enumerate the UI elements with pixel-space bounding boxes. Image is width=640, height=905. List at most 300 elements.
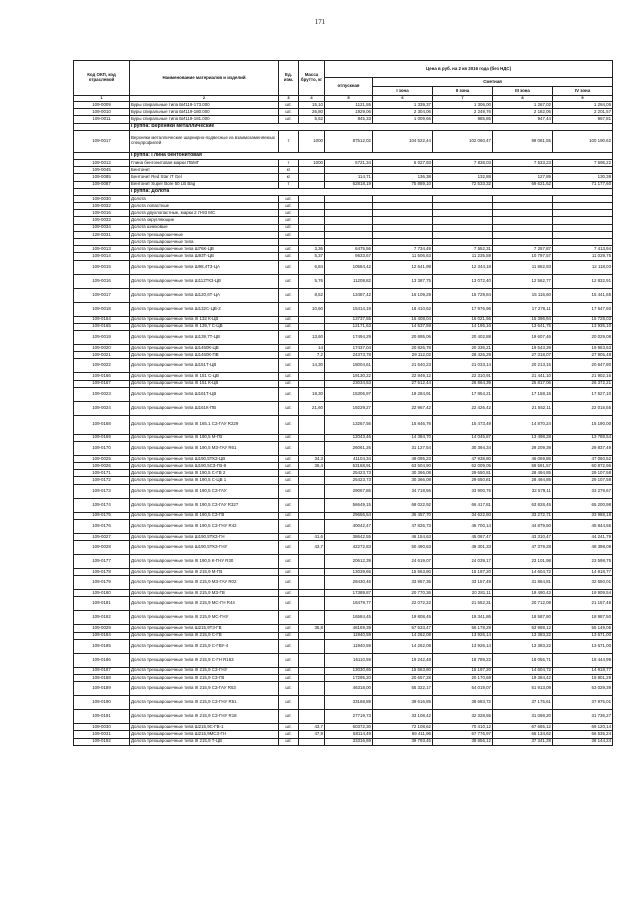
- header-name: Наименование материалов и изделий: [130, 61, 279, 96]
- cell-price: 56649,15: [325, 498, 373, 512]
- cell-unit: шт.: [279, 231, 299, 238]
- cell-name: Долота трехшарошечные типа III 190,5 М-ГВ: [130, 434, 279, 441]
- col-num-2: 2: [130, 96, 279, 102]
- cell-price: 12043,46: [325, 434, 373, 441]
- cell-mass: [299, 667, 325, 674]
- cell-name: Долота трехшарошечные типа Ш1460К-ЦВ: [130, 344, 279, 351]
- cell-zone-4: 22 015,55: [553, 401, 613, 415]
- cell-zone-4: 15 441,65: [553, 288, 613, 302]
- cell-mass: [299, 710, 325, 724]
- cell-name: Долота трехшарошечные типа III 215,9 С-ГВУ-4: [130, 639, 279, 653]
- cell-zone-1: 15 563,80: [373, 667, 433, 674]
- cell-zone-1: 1 339,37: [373, 102, 433, 109]
- cell-mass: [299, 576, 325, 590]
- table-row: [74, 653, 613, 667]
- cell-zone-3: 947,44: [493, 116, 553, 123]
- cell-price: 16584,45: [325, 611, 373, 625]
- table-row: [74, 731, 613, 738]
- cell-name: Долота трехшарошечные типа Ш112ТК3-ЦВ: [130, 274, 279, 288]
- cell-zone-4: 48 398,09: [553, 541, 613, 555]
- cell-zone-4: 47 060,52: [553, 455, 613, 462]
- table-row: [74, 373, 613, 380]
- cell-code: [74, 239, 130, 246]
- cell-code: 109-0016: [74, 210, 130, 217]
- table-row: [74, 463, 613, 470]
- cell-zone-1: 68 022,92: [373, 498, 433, 512]
- cell-code: 109-0014: [74, 253, 130, 260]
- cell-unit: шт.: [279, 738, 299, 745]
- cell-code: 109-0165: [74, 323, 130, 330]
- cell-zone-4: 1 284,05: [553, 102, 613, 109]
- cell-price: 62818,19: [325, 181, 373, 188]
- cell-zone-2: 29 650,81: [433, 477, 493, 484]
- cell-zone-2: 1 306,00: [433, 102, 493, 109]
- cell-zone-2: [433, 203, 493, 210]
- cell-zone-1: 21 540,23: [373, 359, 433, 373]
- cell-zone-4: [553, 217, 613, 224]
- group-title: Группа: Верхняки металлические: [130, 123, 613, 130]
- cell-mass: 36,4: [299, 463, 325, 470]
- cell-zone-4: 29 107,58: [553, 477, 613, 484]
- table-row: [74, 231, 613, 238]
- table-row: [74, 352, 613, 359]
- header-price-title: Цена в руб. на 2 кв 2016 года (без НДС): [325, 61, 613, 78]
- cell-zone-1: 22 072,22: [373, 597, 433, 611]
- cell-zone-3: 31 068,20: [493, 710, 553, 724]
- cell-name: Долота трехшарошечные типа Ш76К-ЦВ: [130, 246, 279, 253]
- cell-zone-1: 2 304,06: [373, 109, 433, 116]
- cell-code: 109-0022: [74, 359, 130, 373]
- table-row: [74, 632, 613, 639]
- cell-zone-3: 14 870,24: [493, 415, 553, 434]
- cell-zone-3: 19 490,43: [493, 590, 553, 597]
- cell-zone-3: [493, 224, 553, 231]
- cell-mass: [299, 639, 325, 653]
- cell-mass: [299, 738, 325, 745]
- cell-unit: шт.: [279, 253, 299, 260]
- cell-zone-1: [373, 167, 433, 174]
- cell-zone-1: [373, 195, 433, 202]
- cell-price: 12171,63: [325, 323, 373, 330]
- col-num-7: 7: [433, 96, 493, 102]
- cell-code: 109-0168: [74, 415, 130, 434]
- cell-code: 109-0169: [74, 434, 130, 441]
- cell-unit: шт.: [279, 330, 299, 344]
- table-row: [74, 415, 613, 434]
- cell-name: Буры спиральные типа БИ119-180.000: [130, 109, 279, 116]
- cell-zone-1: 20 770,36: [373, 590, 433, 597]
- cell-zone-4: 29 837,49: [553, 441, 613, 455]
- cell-zone-2: 72 533,32: [433, 181, 493, 188]
- cell-name: Долота трехшарошечные типа III 215,9 С-ГН R163: [130, 653, 279, 667]
- cell-zone-1: 69 411,96: [373, 731, 433, 738]
- cell-zone-1: 11 506,63: [373, 253, 433, 260]
- cell-zone-4: 27 905,48: [553, 352, 613, 359]
- cell-name: Долота трехшарошечные типа III 215,9 Т-ЦВ: [130, 738, 279, 745]
- cell-zone-1: 33 108,42: [373, 710, 433, 724]
- cell-unit: т: [279, 159, 299, 166]
- table-row: [74, 210, 613, 217]
- cell-code: 109-0171: [74, 470, 130, 477]
- cell-name: Долота трехшарошечные типа Ш190,5СЗ-ГВ-9: [130, 463, 279, 470]
- cell-zone-1: 24 619,07: [373, 555, 433, 569]
- table-row: [74, 316, 613, 323]
- cell-zone-1: 14 384,70: [373, 434, 433, 441]
- table-body: [74, 102, 613, 746]
- cell-zone-4: 37 975,01: [553, 696, 613, 710]
- cell-price: [325, 203, 373, 210]
- cell-zone-2: 30 394,34: [433, 441, 493, 455]
- cell-zone-3: 20 213,15: [493, 359, 553, 373]
- cell-name: Долота трехшарошечные типа III 190,5 К-ГНУ R30: [130, 555, 279, 569]
- cell-mass: [299, 434, 325, 441]
- group-row: [74, 123, 613, 130]
- cell-zone-3: 51 913,09: [493, 682, 553, 696]
- cell-zone-2: 24 039,17: [433, 555, 493, 569]
- cell-zone-1: 20 895,06: [373, 330, 433, 344]
- cell-code: 109-0021: [74, 352, 130, 359]
- cell-zone-4: 17 527,10: [553, 387, 613, 401]
- cell-mass: 34,3: [299, 455, 325, 462]
- cell-code: 109-0023: [74, 387, 130, 401]
- table-row: [74, 498, 613, 512]
- cell-zone-4: 29 107,58: [553, 470, 613, 477]
- cell-price: 19130,22: [325, 373, 373, 380]
- cell-zone-3: 7 257,87: [493, 246, 553, 253]
- table-row: [74, 667, 613, 674]
- table-row: [74, 555, 613, 569]
- cell-mass: [299, 611, 325, 625]
- cell-name: Долота трехшарошечные типа III 190,5 СЗ-ГАУ R327: [130, 498, 279, 512]
- cell-mass: 10,60: [299, 302, 325, 316]
- cell-zone-2: [433, 195, 493, 202]
- cell-zone-3: [493, 239, 553, 246]
- cell-code: 109-0087: [74, 181, 130, 188]
- cell-name: Долота трехшарошечные типа III 151 С-ЦВ: [130, 373, 279, 380]
- cell-name: Долота трехшарошечные типа III 215,9 М-ГВ: [130, 569, 279, 576]
- cell-name: Долота трехшарошечные типа III 215,9 СЗ-ГАУ R53: [130, 682, 279, 696]
- cell-unit: шт.: [279, 102, 299, 109]
- cell-zone-4: 21 157,46: [553, 597, 613, 611]
- cell-zone-2: 70 410,12: [433, 724, 493, 731]
- cell-unit: шт.: [279, 696, 299, 710]
- cell-code: 109-0029: [74, 625, 130, 632]
- cell-name: Долота трехшарошечные типа: [130, 239, 279, 246]
- cell-name: Долота трехшарошечные типа III 190,5 СЗ-ГАУ: [130, 484, 279, 498]
- cell-mass: 21,60: [299, 401, 325, 415]
- cell-unit: шт.: [279, 302, 299, 316]
- cell-zone-3: 19 607,46: [493, 330, 553, 344]
- cell-zone-2: 7 838,03: [433, 159, 493, 166]
- cell-price: 24373,78: [325, 352, 373, 359]
- cell-code: 109-0189: [74, 682, 130, 696]
- cell-price: 58114,49: [325, 731, 373, 738]
- cell-zone-4: 13 671,00: [553, 632, 613, 639]
- cell-mass: [299, 441, 325, 455]
- table-row: [74, 597, 613, 611]
- table-row: [74, 455, 613, 462]
- cell-mass: [299, 167, 325, 174]
- cell-name: Долота трехшарошечные типа III 190,5 СЗ-ГНУ R42: [130, 519, 279, 533]
- cell-zone-1: 6 027,93: [373, 159, 433, 166]
- cell-zone-3: 33 272,71: [493, 512, 553, 519]
- cell-mass: 18,30: [299, 387, 325, 401]
- cell-name: Долота двухлопастные, марки 2 Л-93 МС: [130, 210, 279, 217]
- cell-zone-2: 14 045,87: [433, 434, 493, 441]
- cell-name: Долота трехшарошечные типа III 215,9 МЗ-ГВ: [130, 590, 279, 597]
- cell-code: 109-0020: [74, 344, 130, 351]
- header-zone-1: I зона: [373, 87, 433, 96]
- header-otpusk: отпускная: [325, 78, 373, 96]
- cell-zone-4: 15 190,00: [553, 415, 613, 434]
- cell-zone-2: 14 195,16: [433, 323, 493, 330]
- cell-unit: шт.: [279, 260, 299, 274]
- cell-zone-2: 56 178,28: [433, 625, 493, 632]
- col-num-4: 4: [299, 96, 325, 102]
- cell-code: [74, 188, 130, 195]
- cell-name: Долота трехшарошечные типа Ш190,5ТКЗ-ЦВ: [130, 455, 279, 462]
- cell-code: 109-0018: [74, 302, 130, 316]
- cell-zone-4: 23 598,75: [553, 555, 613, 569]
- table-row: [74, 639, 613, 653]
- cell-price: 28430,46: [325, 576, 373, 590]
- cell-name: Бентонит Super Bore 50 LB Bag: [130, 181, 279, 188]
- cell-zone-3: 67 665,12: [493, 724, 553, 731]
- cell-code: 109-0032: [74, 203, 130, 210]
- cell-code: 109-0009: [74, 102, 130, 109]
- cell-zone-3: 17 276,11: [493, 302, 553, 316]
- cell-name: Долота трехшарошечные типа III 215,9 МС-ГНУ: [130, 611, 279, 625]
- cell-zone-4: 55 149,05: [553, 625, 613, 632]
- cell-zone-3: [493, 231, 553, 238]
- cell-zone-2: 20 402,88: [433, 330, 493, 344]
- cell-zone-4: 7 695,22: [553, 159, 613, 166]
- cell-zone-4: 7 413,94: [553, 246, 613, 253]
- cell-unit: шт.: [279, 625, 299, 632]
- cell-unit: шт.: [279, 731, 299, 738]
- cell-zone-2: 28 426,29: [433, 352, 493, 359]
- cell-code: 109-0182: [74, 611, 130, 625]
- cell-zone-3: 12 562,77: [493, 274, 553, 288]
- cell-mass: 3,36: [299, 246, 325, 253]
- table-row: [74, 625, 613, 632]
- table-row: [74, 576, 613, 590]
- cell-zone-1: 19 242,48: [373, 653, 433, 667]
- cell-zone-2: 20 336,21: [433, 344, 493, 351]
- cell-zone-1: 47 826,73: [373, 519, 433, 533]
- cell-zone-1: 12 641,98: [373, 260, 433, 274]
- cell-code: 109-0026: [74, 463, 130, 470]
- price-table: [73, 60, 613, 746]
- cell-unit: шт.: [279, 569, 299, 576]
- cell-zone-3: 20 712,08: [493, 597, 553, 611]
- cell-zone-4: 19 963,63: [553, 344, 613, 351]
- cell-unit: шт.: [279, 519, 299, 533]
- table-row: [74, 380, 613, 387]
- cell-price: 17389,87: [325, 590, 373, 597]
- cell-mass: [299, 512, 325, 519]
- cell-zone-1: 27 512,44: [373, 380, 433, 387]
- header-code: Код ОКП, код отраслевой: [74, 61, 130, 96]
- cell-name: Долота трехшарошечные типа Ш161К-ПВ: [130, 401, 279, 415]
- cell-zone-2: 66 417,81: [433, 498, 493, 512]
- table-row: [74, 116, 613, 123]
- cell-zone-4: 44 241,79: [553, 533, 613, 540]
- cell-zone-3: 25 817,06: [493, 380, 553, 387]
- cell-price: 13487,42: [325, 288, 373, 302]
- group-row: [74, 188, 613, 195]
- cell-code: 109-0085: [74, 174, 130, 181]
- cell-zone-4: 33 988,18: [553, 512, 613, 519]
- cell-zone-3: [493, 217, 553, 224]
- table-row: [74, 195, 613, 202]
- table-row: [74, 274, 613, 288]
- cell-zone-1: 16 408,04: [373, 316, 433, 323]
- cell-zone-3: 28 494,85: [493, 477, 553, 484]
- cell-mass: [299, 210, 325, 217]
- cell-price: 16110,59: [325, 653, 373, 667]
- cell-name: Долота трехшарошечные типа Ш215,9Т3-ГВ: [130, 625, 279, 632]
- cell-code: 109-0027: [74, 533, 130, 540]
- cell-zone-3: 13 641,75: [493, 323, 553, 330]
- cell-zone-1: 13 387,75: [373, 274, 433, 288]
- cell-price: 29067,86: [325, 484, 373, 498]
- cell-code: 109-0033: [74, 217, 130, 224]
- cell-zone-4: 17 647,60: [553, 302, 613, 316]
- cell-zone-3: 23 101,98: [493, 555, 553, 569]
- cell-price: 17295,20: [325, 674, 373, 681]
- cell-zone-4: 18 987,50: [553, 611, 613, 625]
- cell-zone-1: 22 967,42: [373, 401, 433, 415]
- cell-price: [325, 167, 373, 174]
- cell-unit: шт.: [279, 274, 299, 288]
- cell-zone-4: 19 909,54: [553, 590, 613, 597]
- cell-zone-2: 132,88: [433, 174, 493, 181]
- header-zone-4: IV зона: [553, 87, 613, 96]
- cell-zone-2: 15 729,84: [433, 288, 493, 302]
- table-row: [74, 260, 613, 274]
- cell-name: Долота трехшарошечные типа III 132 К-ЦВ: [130, 316, 279, 323]
- cell-price: 17437,04: [325, 344, 373, 351]
- cell-name: Долота трехшарошечные типа III 190,5 С-ЦВ 1: [130, 477, 279, 484]
- cell-mass: 47,9: [299, 731, 325, 738]
- cell-zone-2: 38 856,12: [433, 738, 493, 745]
- cell-mass: 6,84: [299, 260, 325, 274]
- table-row: [74, 181, 613, 188]
- cell-price: 1929,06: [325, 109, 373, 116]
- cell-price: [325, 195, 373, 202]
- cell-zone-4: [553, 224, 613, 231]
- cell-zone-1: 15 563,80: [373, 569, 433, 576]
- cell-name: Долота трехшарошечные: [130, 231, 279, 238]
- cell-zone-2: 29 650,81: [433, 470, 493, 477]
- cell-code: 109-0186: [74, 653, 130, 667]
- cell-code: 109-0176: [74, 519, 130, 533]
- cell-mass: [299, 195, 325, 202]
- header-smetnaya: Сметная: [373, 78, 613, 87]
- cell-price: 29656,54: [325, 512, 373, 519]
- cell-unit: шт.: [279, 434, 299, 441]
- cell-zone-2: 7 552,31: [433, 246, 493, 253]
- cell-code: 109-0172: [74, 477, 130, 484]
- cell-code: 109-0180: [74, 590, 130, 597]
- cell-zone-4: 33 279,67: [553, 484, 613, 498]
- table-row: [74, 167, 613, 174]
- cell-unit: шт.: [279, 498, 299, 512]
- cell-zone-1: 1 009,66: [373, 116, 433, 123]
- table-row: [74, 344, 613, 351]
- cell-unit: шт.: [279, 359, 299, 373]
- cell-zone-3: 65 134,62: [493, 731, 553, 738]
- cell-zone-4: 31 736,27: [553, 710, 613, 724]
- cell-zone-4: [553, 231, 613, 238]
- cell-zone-1: 63 504,90: [373, 463, 433, 470]
- cell-mass: 15,10: [299, 102, 325, 109]
- cell-zone-4: 45 844,56: [553, 519, 613, 533]
- cell-zone-4: 53 029,39: [553, 682, 613, 696]
- cell-code: 109-0179: [74, 576, 130, 590]
- cell-zone-3: 15 396,94: [493, 316, 553, 323]
- cell-price: 114,71: [325, 174, 373, 181]
- cell-price: 15414,19: [325, 302, 373, 316]
- cell-code: 109-0185: [74, 639, 130, 653]
- cell-mass: [299, 555, 325, 569]
- cell-zone-2: 12 344,18: [433, 260, 493, 274]
- cell-name: Буры спиральные типа БИ119-181.000: [130, 116, 279, 123]
- cell-code: 109-0191: [74, 710, 130, 724]
- cell-zone-3: [493, 203, 553, 210]
- cell-code: 109-0010: [74, 109, 130, 116]
- table-row: [74, 710, 613, 724]
- cell-code: 109-0045: [74, 167, 130, 174]
- cell-code: 109-0030: [74, 724, 130, 731]
- cell-price: 25423,73: [325, 477, 373, 484]
- cell-zone-1: 20 657,28: [373, 674, 433, 681]
- cell-code: 109-0012: [74, 159, 130, 166]
- cell-zone-4: 11 029,75: [553, 253, 613, 260]
- table-row: [74, 387, 613, 401]
- table-row: [74, 323, 613, 330]
- cell-code: 109-0031: [74, 731, 130, 738]
- cell-price: 40042,47: [325, 519, 373, 533]
- cell-name: Долота трехшарошечные типа III 139,7 С-ЦВ: [130, 323, 279, 330]
- cell-zone-2: 45 067,47: [433, 533, 493, 540]
- cell-zone-3: 37 175,61: [493, 696, 553, 710]
- cell-unit: т: [279, 130, 299, 152]
- cell-zone-3: 32 579,11: [493, 484, 553, 498]
- cell-zone-1: 30 366,08: [373, 477, 433, 484]
- table-row: [74, 569, 613, 576]
- table-row: [74, 477, 613, 484]
- cell-zone-1: 14 262,08: [373, 639, 433, 653]
- cell-code: 109-0025: [74, 455, 130, 462]
- cell-unit: шт.: [279, 401, 299, 415]
- cell-mass: [299, 477, 325, 484]
- table-row: [74, 512, 613, 519]
- cell-zone-1: 136,38: [373, 174, 433, 181]
- cell-zone-3: 27 318,07: [493, 352, 553, 359]
- cell-mass: [299, 203, 325, 210]
- cell-zone-1: 16 109,29: [373, 288, 433, 302]
- table-row: [74, 401, 613, 415]
- cell-price: 46318,00: [325, 682, 373, 696]
- cell-zone-4: 38 144,24: [553, 738, 613, 745]
- cell-code: 128-0031: [74, 231, 130, 238]
- cell-name: Долота трехшарошечные типа Ш93Т-ЦВ: [130, 253, 279, 260]
- cell-zone-1: [373, 203, 433, 210]
- cell-zone-1: [373, 239, 433, 246]
- cell-unit: кг: [279, 167, 299, 174]
